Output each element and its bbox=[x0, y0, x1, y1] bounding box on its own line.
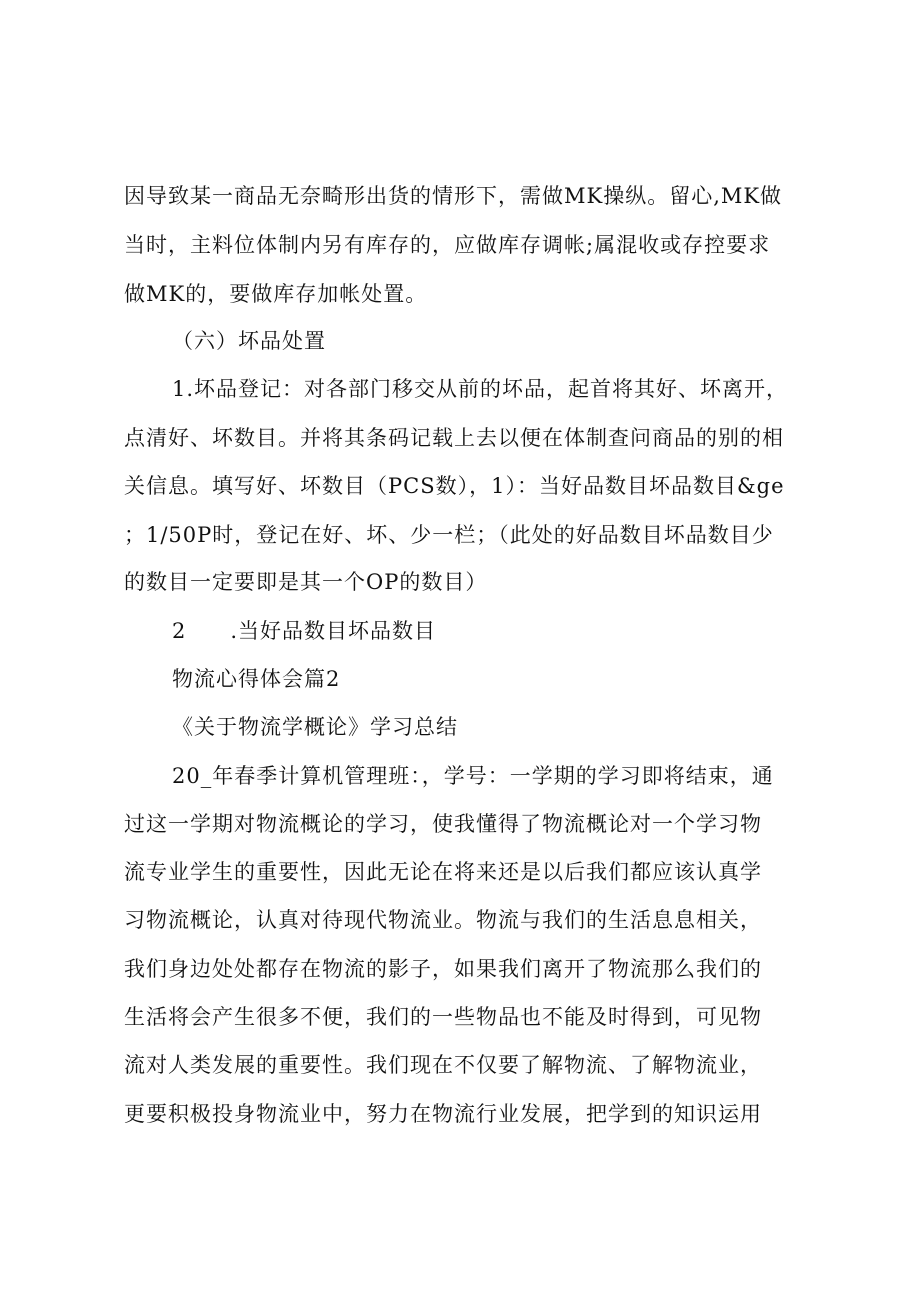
text-line: 做MK的，要做库存加帐处置。 bbox=[124, 282, 428, 306]
text-line: 因导致某一商品无奈畸形出货的情形下，需做MK操纵。留心,MK做 bbox=[124, 184, 783, 208]
text-line: 流对人类发展的重要性。我们现在不仅要了解物流、了解物流业， bbox=[124, 1053, 762, 1077]
text-line: 更要积极投身物流业中，努力在物流行业发展，把学到的知识运用 bbox=[124, 1102, 762, 1126]
text-line: 1.坏品登记：对各部门移交从前的坏品，起首将其好、坏离开， bbox=[172, 377, 789, 401]
text-line: 我们身边处处都存在物流的影子，如果我们离开了物流那么我们的 bbox=[124, 957, 762, 981]
text-line: 生活将会产生很多不便，我们的一些物品也不能及时得到，可见物 bbox=[124, 1005, 762, 1029]
text-line: 过这一学期对物流概论的学习，使我懂得了物流概论对一个学习物 bbox=[124, 812, 762, 836]
text-line: 20_年春季计算机管理班：，学号：一学期的学习即将结束，通 bbox=[172, 764, 774, 788]
text-line: 习物流概论，认真对待现代物流业。物流与我们的生活息息相关， bbox=[124, 908, 762, 932]
text-line: 的数目一定要即是其一个OP的数目） bbox=[124, 570, 488, 594]
article-title: 物流心得体会篇2 bbox=[172, 667, 341, 691]
text-line: 点清好、坏数目。并将其条码记载上去以便在体制查问商品的别的相 bbox=[124, 426, 784, 450]
text-line: ；1/50P时，登记在好、坏、少一栏；（此处的好品数目坏品数目少 bbox=[124, 523, 774, 547]
section-heading: （六）坏品处置 bbox=[172, 329, 326, 353]
subtitle: 《关于物流学概论》学习总结 bbox=[172, 715, 458, 739]
text-line: 2 .当好品数目坏品数目 bbox=[172, 619, 437, 643]
text-line: 流专业学生的重要性，因此无论在将来还是以后我们都应该认真学 bbox=[124, 860, 762, 884]
text-line: 关信息。填写好、坏数目（PCS数），1）：当好品数目坏品数目&ge bbox=[124, 474, 785, 498]
text-line: 当时，主料位体制内另有库存的，应做库存调帐;属混收或存控要求 bbox=[124, 233, 771, 257]
